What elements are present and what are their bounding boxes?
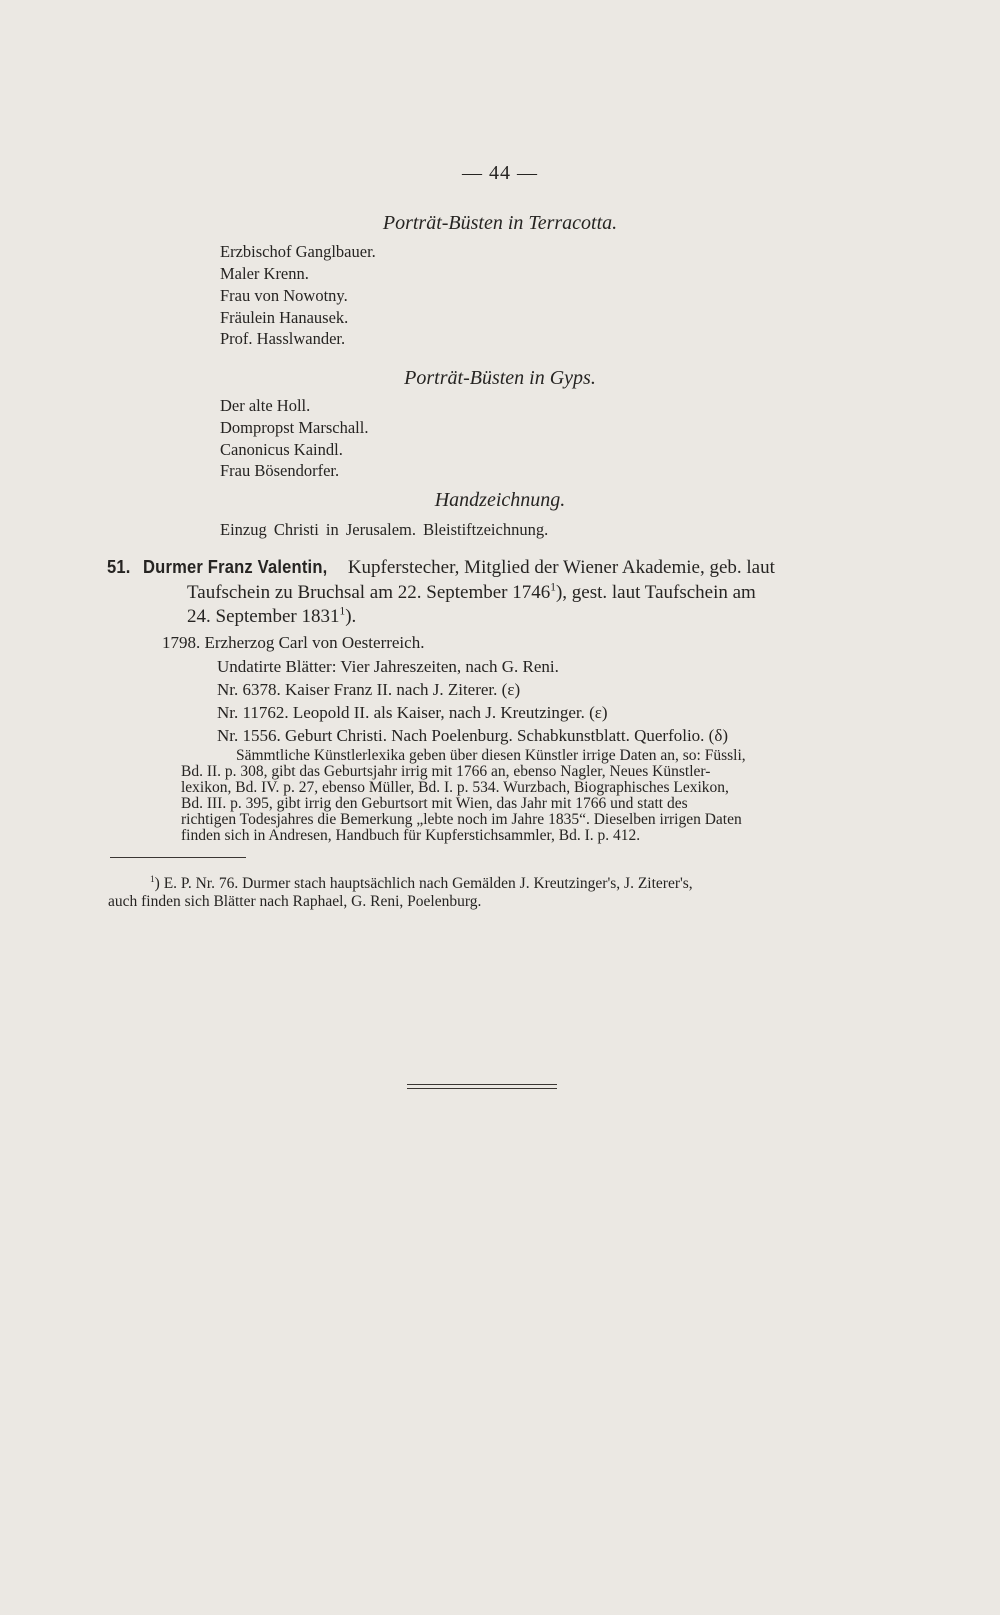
note-line: richtigen Todesjahres die Bemerkung „lebte noch im Jahre 1835“. Dieselben irrigen Daten (181, 811, 742, 828)
list-item: Erzbischof Ganglbauer. (220, 242, 376, 261)
entry-death-text: ), gest. laut Taufschein am (555, 582, 756, 603)
note-line: Bd. II. p. 308, gibt das Geburtsjahr irrig mit 1766 an, ebenso Nagler, Neues Künstler- (181, 763, 711, 780)
footnote-line (150, 875, 693, 893)
note-line: Sämmtliche Künstlerlexika geben über diesen Künstler irrige Daten an, so: Füssli, (236, 747, 746, 764)
entry-description: Kupferstecher, Mitglied der Wiener Akademie, geb. laut (347, 557, 775, 578)
section-heading-gyps: Porträt-Büsten in Gyps. (404, 367, 596, 389)
list-item: Einzug Christi in Jerusalem. Bleistiftzeichnung. (220, 520, 549, 539)
note-line: lexikon, Bd. IV. p. 27, ebenso Müller, Bd. I. p. 534. Wurzbach, Biographisches Lexikon, (181, 779, 729, 796)
list-item: Frau Bösendorfer. (220, 461, 340, 480)
end-ornament-rule (407, 1084, 557, 1089)
work-item: Nr. 1556. Geburt Christi. Nach Poelenburg. Schabkunstblatt. Querfolio. (δ) (217, 726, 729, 745)
work-item: Nr. 6378. Kaiser Franz II. nach J. Ziterer. (ε) (217, 680, 521, 699)
section-heading-terracotta: Porträt-Büsten in Terracotta. (382, 212, 618, 234)
entry-line-2 (187, 582, 756, 604)
work-item: Nr. 11762. Leopold II. als Kaiser, nach J. Kreutzinger. (ε) (217, 703, 608, 722)
footnote-text: ) E. P. Nr. 76. Durmer stach hauptsächlich nach Gemälden J. Kreutzinger's, J. Ziterer's, (154, 875, 693, 892)
entry-death-date: 24. September 1831 (187, 606, 340, 627)
entry-number: 51. (107, 557, 131, 577)
entry-name: Durmer Franz Valentin, (142, 557, 328, 577)
footnote-line: auch finden sich Blätter nach Raphael, G. Reni, Poelenburg. (108, 893, 482, 910)
work-item: 1798. Erzherzog Carl von Oesterreich. (162, 633, 425, 652)
note-line: finden sich in Andresen, Handbuch für Kupferstichsammler, Bd. I. p. 412. (181, 827, 641, 844)
section-heading-handzeichnung: Handzeichnung. (434, 489, 566, 511)
footnote-ref: 1 (339, 605, 346, 618)
page-number: — 44 — (462, 162, 538, 184)
list-item: Der alte Holl. (220, 396, 311, 415)
list-item: Prof. Hasslwander. (220, 329, 346, 348)
entry-header-line (107, 557, 775, 579)
entry-line-3 (187, 606, 356, 628)
entry-birth-text: Taufschein zu Bruchsal am 22. September 1746 (187, 582, 551, 603)
footnote-marker: 1 (150, 874, 155, 885)
note-line: Bd. III. p. 395, gibt irrig den Geburtsort mit Wien, das Jahr mit 1766 und statt des (181, 795, 688, 812)
list-item: Fräulein Hanausek. (220, 308, 349, 327)
entry-line-end: ). (345, 606, 357, 627)
footnote-ref: 1 (550, 581, 556, 594)
list-item: Frau von Nowotny. (220, 286, 348, 305)
list-item: Canonicus Kaindl. (220, 440, 343, 459)
footnote-separator (110, 857, 246, 858)
list-item: Dompropst Marschall. (220, 418, 369, 437)
work-item: Undatirte Blätter: Vier Jahreszeiten, nach G. Reni. (217, 657, 559, 676)
list-item: Maler Krenn. (220, 264, 309, 283)
